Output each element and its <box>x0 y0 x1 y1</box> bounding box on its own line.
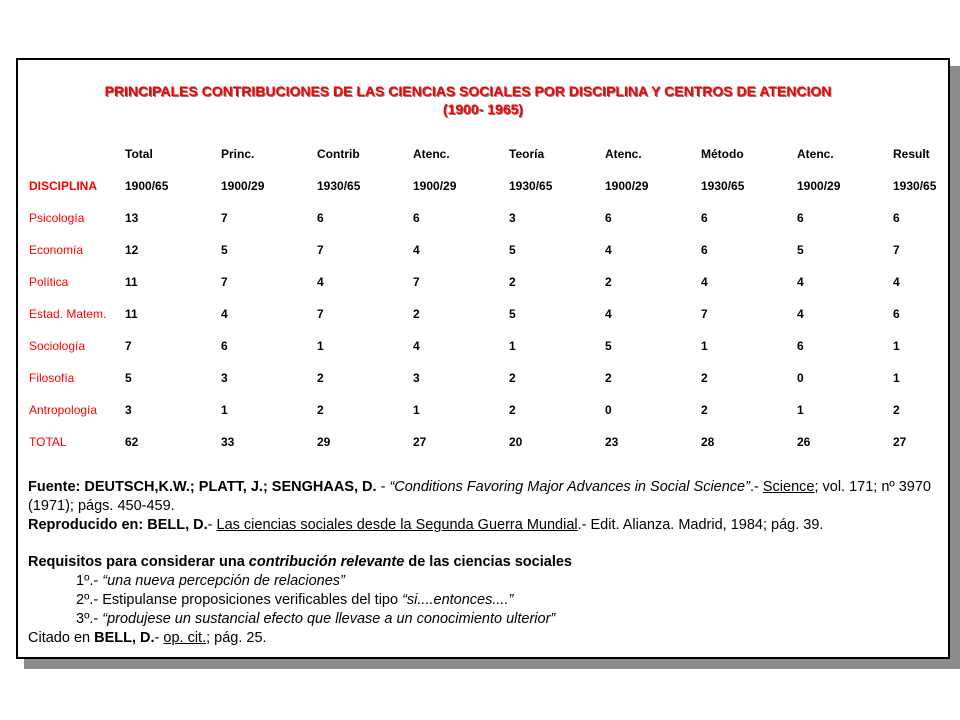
table-cell: 7 <box>893 243 900 257</box>
source-label: Fuente: DEUTSCH,K.W.; PLATT, J.; SENGHAAS, D. <box>28 479 377 495</box>
table-cell: 7 <box>221 211 228 225</box>
table-cell: 3 <box>221 371 228 385</box>
source-mid: .- <box>749 479 763 495</box>
table-cell: 1 <box>701 339 708 353</box>
requirements-heading <box>28 553 938 572</box>
table-cell: 7 <box>413 275 420 289</box>
table-cell: 3 <box>125 403 132 417</box>
table-row <box>28 426 936 458</box>
table-cell: 1 <box>413 403 420 417</box>
table-cell: 2 <box>605 371 612 385</box>
table-cell: 12 <box>125 243 139 257</box>
table-cell: 1930/65 <box>893 179 937 193</box>
table-body <box>28 138 936 458</box>
table-cell: 4 <box>797 275 804 289</box>
table-cell: 23 <box>605 435 619 449</box>
table-cell: 2 <box>509 275 516 289</box>
table-row <box>28 362 936 394</box>
requirement-2-example: “si....entonces....” <box>402 592 514 608</box>
table-cell: 33 <box>221 435 235 449</box>
table-cell: 2 <box>317 403 324 417</box>
requirement-1-number: 1º.- <box>76 573 103 589</box>
table-cell: 2 <box>893 403 900 417</box>
page-title <box>18 82 948 118</box>
row-label: Estad. Matem. <box>29 307 107 321</box>
table-cell: 13 <box>125 211 139 225</box>
source-journal: Science <box>762 479 815 495</box>
table-cell: 6 <box>893 211 900 225</box>
table-cell: 7 <box>317 307 324 321</box>
reproduced-label: Reproducido en: BELL, D. <box>28 517 208 533</box>
citation <box>28 629 938 648</box>
table-cell: Teoría <box>509 147 545 161</box>
table-cell: 2 <box>605 275 612 289</box>
table-cell: 4 <box>413 243 420 257</box>
requirement-3 <box>28 610 938 629</box>
table-cell: Atenc. <box>797 147 834 161</box>
table-cell: 1900/65 <box>125 179 169 193</box>
table-cell: 29 <box>317 435 331 449</box>
requirement-1-text: “una nueva percepción de relaciones” <box>102 573 345 589</box>
header-row-2 <box>28 170 936 202</box>
requirements-heading-c: de las ciencias sociales <box>404 554 572 570</box>
row-label: Antropología <box>29 403 98 417</box>
source-rest: ; vol. 171; nº 3970 (1971); págs. 450-459. <box>28 479 931 514</box>
table-cell: 4 <box>605 307 612 321</box>
table-cell: 4 <box>605 243 612 257</box>
table-row <box>28 330 936 362</box>
table-cell: 4 <box>701 275 708 289</box>
table-cell: Result <box>893 147 930 161</box>
table-cell: 1900/29 <box>221 179 265 193</box>
table-cell: 0 <box>605 403 612 417</box>
table-cell: 6 <box>605 211 612 225</box>
table-row <box>28 266 936 298</box>
requirement-3-text: “produjese un sustancial efecto que llevase a un conocimiento ulterior” <box>102 611 556 627</box>
table-cell: 7 <box>317 243 324 257</box>
table-cell: 5 <box>797 243 804 257</box>
table-row <box>28 298 936 330</box>
requirement-1 <box>28 572 938 591</box>
reproduced-paragraph <box>28 516 938 535</box>
table-cell: 2 <box>317 371 324 385</box>
table-cell: 5 <box>509 307 516 321</box>
citation-a: Citado en <box>28 630 95 646</box>
title-line-1: PRINCIPALES CONTRIBUCIONES DE LAS CIENCIAS SOCIALES POR DISCIPLINA Y CENTROS DE ATENCION <box>104 83 832 99</box>
table-cell: Princ. <box>221 147 255 161</box>
row-label: TOTAL <box>29 435 67 449</box>
table-cell: 6 <box>317 211 324 225</box>
table-cell: 1930/65 <box>317 179 361 193</box>
table-cell: 20 <box>509 435 523 449</box>
table-cell: 6 <box>797 211 804 225</box>
table-cell: 4 <box>893 275 900 289</box>
table-cell: Atenc. <box>605 147 642 161</box>
table-cell: 2 <box>701 371 708 385</box>
table-cell: 1900/29 <box>605 179 649 193</box>
table-cell: 0 <box>797 371 804 385</box>
table-cell: Contrib <box>317 147 360 161</box>
table-cell: 28 <box>701 435 715 449</box>
table-cell: 26 <box>797 435 811 449</box>
table-cell: 1 <box>221 403 228 417</box>
table-cell: 1 <box>893 339 900 353</box>
table-cell: 1900/29 <box>797 179 841 193</box>
table-cell: 6 <box>893 307 900 321</box>
table-cell: 2 <box>701 403 708 417</box>
table-cell: 5 <box>125 371 132 385</box>
table-row <box>28 202 936 234</box>
row-label: Política <box>29 275 69 289</box>
spacer <box>28 535 938 553</box>
table-cell: 2 <box>509 371 516 385</box>
table-cell: 27 <box>413 435 427 449</box>
table-cell: 1930/65 <box>701 179 745 193</box>
table-row <box>28 234 936 266</box>
row-label <box>28 138 125 170</box>
table-cell: 62 <box>125 435 139 449</box>
table-cell: 7 <box>221 275 228 289</box>
source-separator: - <box>376 479 390 495</box>
source-notes <box>28 478 938 648</box>
requirements-heading-b: contribución relevante <box>248 554 405 570</box>
table-cell: 1 <box>317 339 324 353</box>
table-cell: 1 <box>893 371 900 385</box>
row-label: Economía <box>29 243 84 257</box>
requirement-2 <box>28 591 938 610</box>
reproduced-book-title: Las ciencias sociales desde la Segunda Guerra Mundial <box>216 517 578 533</box>
table-cell: 1900/29 <box>413 179 457 193</box>
citation-author: BELL, D. <box>94 630 155 646</box>
citation-page: ; pág. 25. <box>206 630 267 646</box>
table-cell: 7 <box>701 307 708 321</box>
row-label: Sociología <box>29 339 86 353</box>
table-cell: 4 <box>413 339 420 353</box>
contributions-table <box>28 138 936 458</box>
table-cell: Total <box>125 147 153 161</box>
table-cell: 6 <box>701 211 708 225</box>
table-cell: 27 <box>893 435 907 449</box>
table-cell: 5 <box>605 339 612 353</box>
table-cell: Método <box>701 147 744 161</box>
header-row-1 <box>28 138 936 170</box>
requirements-heading-a: Requisitos para considerar una <box>28 554 249 570</box>
citation-sep: - <box>154 630 164 646</box>
table-cell: 4 <box>797 307 804 321</box>
table-cell: 6 <box>797 339 804 353</box>
row-label: Filosofía <box>29 371 75 385</box>
table-cell: Atenc. <box>413 147 450 161</box>
table-cell: 5 <box>509 243 516 257</box>
citation-op-cit: op. cit. <box>163 630 207 646</box>
table-cell: 5 <box>221 243 228 257</box>
content-panel <box>16 58 950 659</box>
source-article-title: “Conditions Favoring Major Advances in Social Science” <box>389 479 750 495</box>
table-cell: 4 <box>221 307 228 321</box>
row-label: DISCIPLINA <box>29 179 98 193</box>
requirement-3-number: 3º.- <box>76 611 103 627</box>
table-cell: 6 <box>413 211 420 225</box>
table-cell: 6 <box>701 243 708 257</box>
table-cell: 11 <box>125 307 138 321</box>
row-label: Psicología <box>29 211 85 225</box>
table-cell: 3 <box>413 371 420 385</box>
source-paragraph <box>28 478 938 516</box>
table-cell: 1 <box>797 403 804 417</box>
table-cell: 4 <box>317 275 324 289</box>
table-cell: 11 <box>125 275 138 289</box>
requirement-2-text: 2º.- Estipulanse proposiciones verificables del tipo <box>76 592 403 608</box>
table-cell: 1 <box>509 339 516 353</box>
table-cell: 3 <box>509 211 516 225</box>
table-cell: 2 <box>413 307 420 321</box>
table-row <box>28 394 936 426</box>
title-line-2: (1900- 1965) <box>442 101 524 117</box>
table-cell: 2 <box>509 403 516 417</box>
table-cell: 6 <box>221 339 228 353</box>
table-cell: 7 <box>125 339 132 353</box>
table-cell: 1930/65 <box>509 179 553 193</box>
reproduced-separator: - <box>207 517 217 533</box>
reproduced-rest: .- Edit. Alianza. Madrid, 1984; pág. 39. <box>577 517 824 533</box>
